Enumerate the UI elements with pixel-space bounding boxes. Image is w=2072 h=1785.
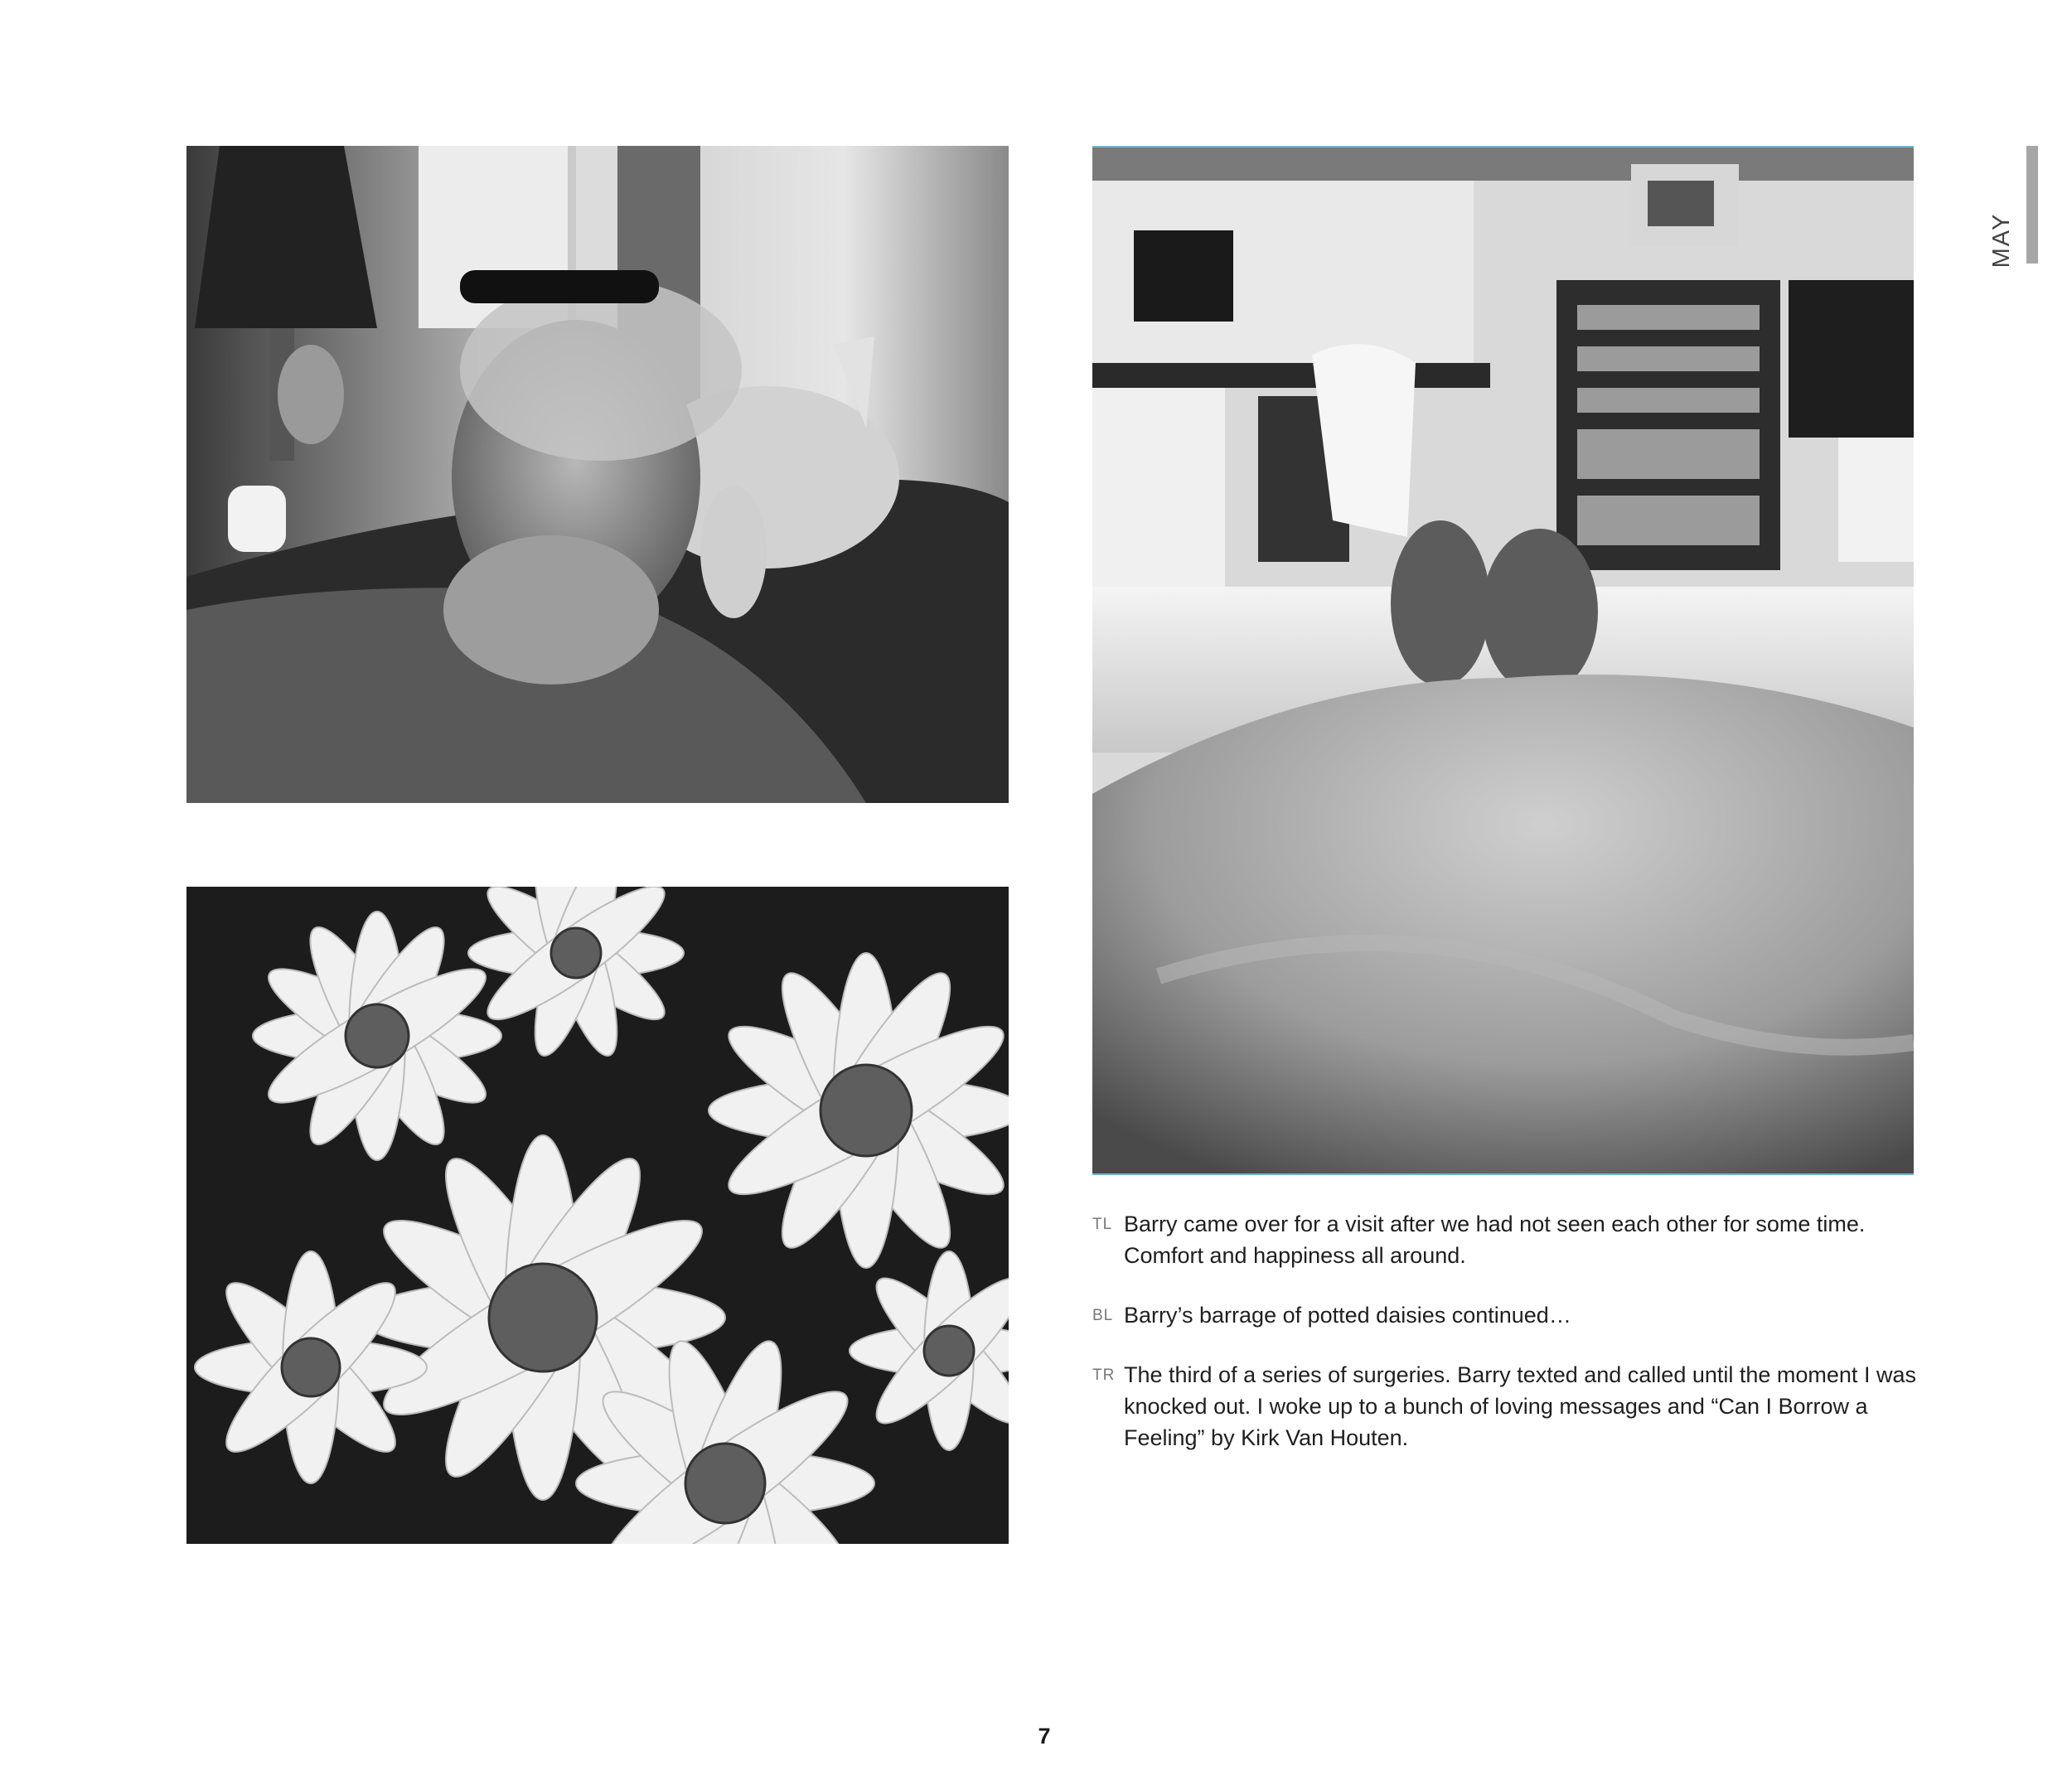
caption-key: TR: [1092, 1367, 1116, 1384]
photo-man-with-dog-image: [186, 146, 1009, 803]
month-tab-marker: [2026, 146, 2038, 264]
caption-text: The third of a series of surgeries. Barry texted and called until the moment I was knocked out. I woke up to a bunch of loving messages and “Can I Borrow a Feeling” by Kirk Van Houten.: [1124, 1362, 1916, 1450]
month-label: MAY: [1988, 212, 2015, 268]
photo-daisies: [186, 887, 1009, 1544]
page-number: 7: [1038, 1724, 1051, 1749]
caption-text: Barry came over for a visit after we had not seen each other for some time. Comfort and happiness all around.: [1124, 1212, 1866, 1268]
caption-key: TL: [1092, 1216, 1113, 1233]
photo-hospital-bed: [1092, 146, 1914, 1175]
photo-man-with-dog: [186, 146, 1009, 803]
caption-text: Barry’s barrage of potted daisies continued…: [1124, 1303, 1571, 1328]
caption-bottom-left: [1092, 1299, 1921, 1331]
caption-top-right: [1092, 1359, 1921, 1454]
caption-top-left: [1092, 1208, 1921, 1271]
caption-key: BL: [1092, 1307, 1114, 1324]
photo-daisies-image: [186, 887, 1009, 1544]
caption-list: [1092, 1208, 1921, 1482]
photo-hospital-bed-image: [1092, 148, 1914, 1173]
